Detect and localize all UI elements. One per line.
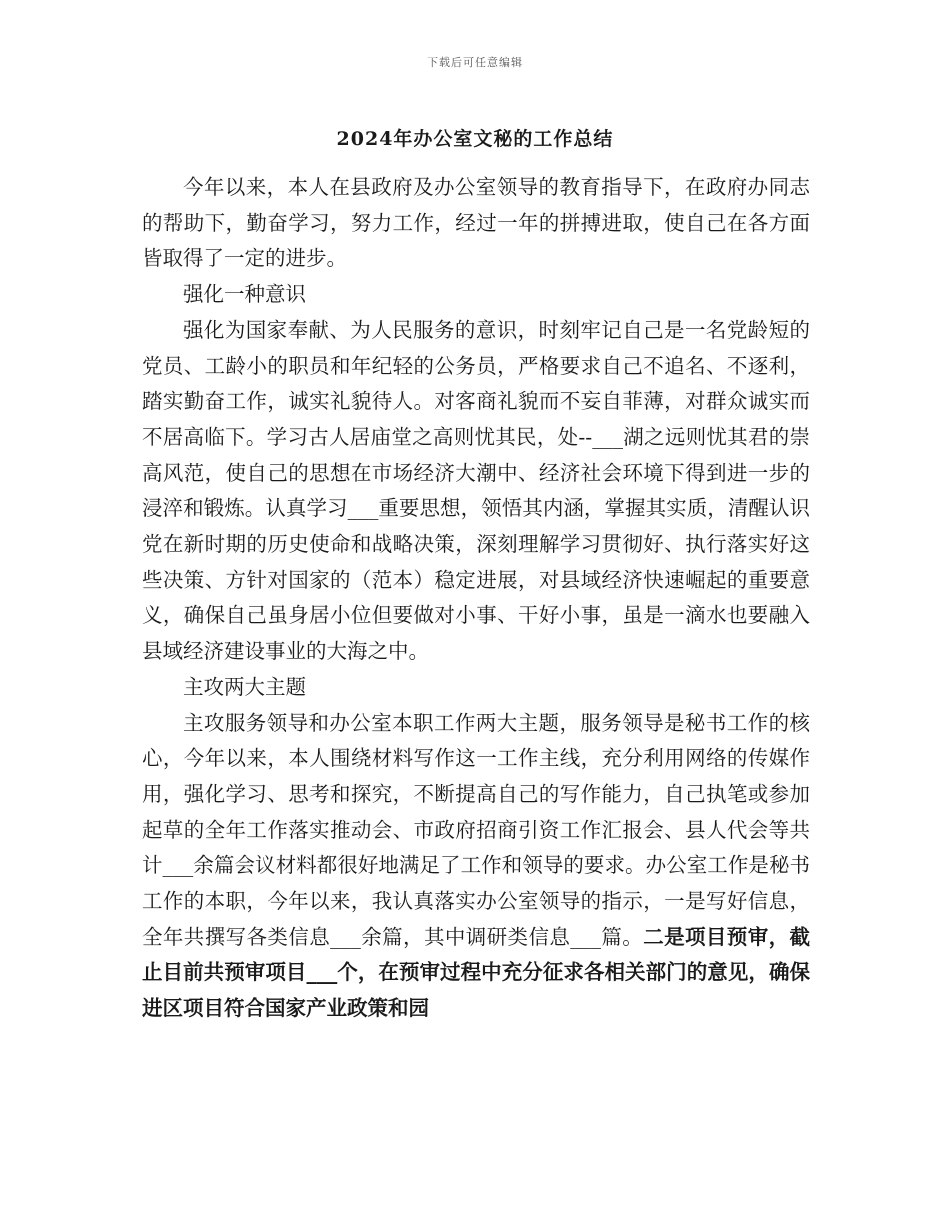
paragraph-section-2-bold-text: 二是项目预审，截止目前共预审项目___个，在预审过程中充分征求各相关部门的意见，确保进区项目符合国家产业政策和园	[142, 924, 811, 1021]
document-title: 2024年办公室文秘的工作总结	[336, 128, 614, 150]
paragraph-section-2	[142, 706, 810, 1027]
header-note: 下载后可任意编辑	[427, 56, 523, 69]
paragraph-intro: 今年以来，本人在县政府及办公室领导的教育指导下，在政府办同志的帮助下，勤奋学习，努力工作，经过一年的拼搏进取，使自己在各方面皆取得了一定的进步。	[142, 175, 810, 271]
paragraph-section-1: 强化为国家奉献、为人民服务的意识，时刻牢记自己是一名党龄短的党员、工龄小的职员和年纪轻的公务员，严格要求自己不追名、不逐利，踏实勤奋工作，诚实礼貌待人。对客商礼貌而不妄自菲薄，对群众诚实而不居高临下。学习古人居庙堂之高则忧其民，处--___湖之远则忧其君的崇高风范，使自己的思想在市场经济大潮中、经济社会环境下得到进一步的浸淬和锻炼。认真学习___重要思想，领悟其内涵，掌握其实质，清醒认识党在新时期的历史使命和战略决策，深刻理解学习贯彻好、执行落实好这些决策、方针对国家的（范本）稳定进展，对县域经济快速崛起的重要意义，确保自己虽身居小位但要做对小事、干好小事，虽是一滴水也要融入县域经济建设事业的大海之中。	[142, 317, 810, 664]
document-body	[142, 170, 810, 1027]
section-heading-1: 强化一种意识	[183, 282, 306, 307]
paragraph-section-2-text: 主攻服务领导和办公室本职工作两大主题，服务领导是秘书工作的核心，今年以来，本人围绕材料写作这一工作主线，充分利用网络的传媒作用，强化学习、思考和探究，不断提高自己的写作能力，自己执笔或参加起草的全年工作落实推动会、市政府招商引资工作汇报会、县人代会等共计___余篇会议材料都很好地满足了工作和领导的要求。办公室工作是秘书工作的本职，今年以来，我认真落实办公室领导的指示，一是写好信息，全年共撰写各类信息___余篇，其中调研类信息___篇。	[142, 710, 810, 949]
section-heading-2: 主攻两大主题	[183, 674, 306, 699]
